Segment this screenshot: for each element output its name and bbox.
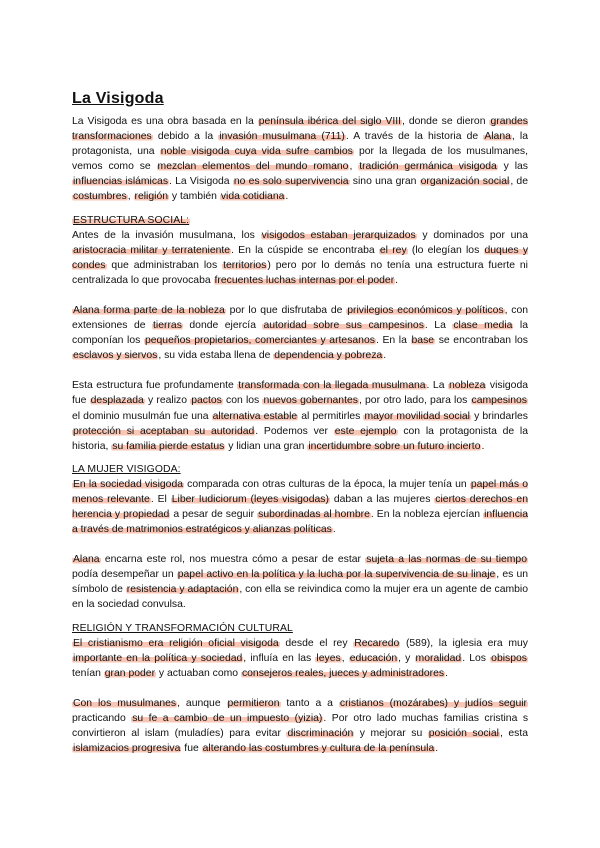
text-run: , es un símbolo de (72, 569, 528, 596)
text-run: y brindarles (470, 410, 528, 422)
highlighted-text: permitieron (227, 697, 280, 709)
text-run: y también (169, 191, 220, 203)
text-run: y las (497, 161, 529, 173)
text-run: . (445, 667, 448, 679)
highlighted-text: influencia a través de matrimonios estratégicos y alianzas políticas (72, 508, 528, 536)
paragraph (72, 477, 528, 537)
text-run: . La (426, 380, 448, 392)
highlighted-text: influencias islámicas (73, 176, 169, 188)
text-run: y lidian una gran (225, 440, 308, 452)
highlighted-text: resistencia y adaptación (126, 584, 239, 596)
paragraph (72, 552, 528, 612)
text-run: Antes de la invasión musulmana, los (72, 229, 261, 241)
text-run: . (285, 191, 289, 203)
highlighted-text: clase media (453, 320, 513, 332)
highlighted-text: pactos (191, 395, 222, 407)
highlighted-text: mezclan elementos del mundo romano (157, 161, 349, 173)
text-run: La Visigoda es una obra basada en la (72, 116, 258, 127)
text-run: fue (181, 743, 202, 755)
highlighted-text: posición social (428, 728, 499, 739)
text-run: , aunque (177, 697, 227, 709)
text-run: practicando (72, 712, 132, 724)
highlighted-text: incertidumbre sobre un futuro incierto (308, 440, 481, 452)
section-heading (72, 464, 528, 475)
highlighted-text: frecuentes luchas internas por el poder (214, 274, 395, 286)
highlighted-text: tierras (153, 320, 182, 332)
text-run: , su vida estaba llena de (158, 350, 274, 362)
section-heading-text: ESTRUCTURA SOCIAL: (73, 214, 190, 226)
text-run: donde ejercía (182, 320, 263, 332)
text-run: tenían (72, 667, 104, 679)
highlighted-text: organización social (420, 176, 510, 188)
section-heading (72, 623, 528, 634)
highlighted-text: duques y condes (72, 244, 529, 271)
text-run: con los (222, 395, 263, 407)
text-run: tanto a a (280, 697, 339, 709)
highlighted-text: moralidad (415, 652, 462, 664)
highlighted-text: religión (134, 191, 169, 203)
highlighted-text: noble visigoda cuya vida sufre cambios (160, 146, 353, 158)
text-run: y realizo (144, 395, 191, 407)
text-run: y actuaban como (156, 667, 241, 679)
text-run: . En la nobleza ejercían (370, 508, 484, 520)
text-run: se encontraban los (435, 335, 528, 347)
highlighted-text: invasión musulmana (711) (219, 131, 345, 143)
highlighted-text: pequeños propietarios, comerciantes y artesanos (144, 335, 375, 347)
highlighted-text: gran poder (104, 667, 156, 679)
highlighted-text: En la sociedad visigoda (73, 478, 184, 490)
text-run: . Los (462, 652, 491, 664)
highlighted-text: no es solo supervivencia (233, 176, 349, 188)
highlighted-text: este ejemplo (334, 425, 397, 437)
highlighted-text: visigodos estaban jerarquizados (261, 229, 416, 241)
highlighted-text: educación (349, 652, 398, 664)
text-run: por lo que disfrutaba de (225, 304, 347, 316)
highlighted-text: transformada con la llegada musulmana (238, 380, 426, 392)
highlighted-text: autoridad sobre sus campesinos (263, 320, 424, 332)
text-run: . (383, 350, 387, 362)
text-run: . (435, 743, 439, 755)
highlighted-text: papel más o menos relevante (72, 478, 528, 505)
highlighted-text: base (411, 335, 435, 347)
text-run: con la protagonista de la historia, (72, 425, 528, 452)
text-run: y mejorar su (354, 728, 428, 739)
highlighted-text: Alana (484, 131, 511, 143)
paragraph (72, 636, 528, 681)
text-run: a pesar de seguir (170, 508, 258, 520)
highlighted-text: el rey (379, 244, 407, 256)
text-run: sino una gran (349, 176, 420, 188)
highlighted-text: islamizacios progresiva (73, 743, 181, 755)
text-run: . En la (375, 335, 411, 347)
text-run: , por otro lado, para los (358, 395, 471, 407)
text-run: podía desempeñar un (72, 569, 177, 581)
highlighted-text: costumbres (73, 191, 127, 203)
highlighted-text: privilegios económicos y políticos (347, 304, 504, 316)
section-heading-text: LA MUJER VISIGODA: (72, 463, 181, 475)
text-run: encarna este rol, nos muestra cómo a pesar de estar (100, 554, 366, 566)
text-run: por la llegada de los musulmanes, vemos como se (72, 146, 528, 173)
highlighted-text: Liber Iudiciorum (leyes visigodas) (171, 493, 329, 505)
highlighted-text: campesinos (471, 395, 527, 407)
highlighted-text: El cristianismo era religión oficial visigoda (73, 637, 279, 649)
text-run: , con ella se reivindica como la mujer era un agente de cambio en la sociedad convulsa. (72, 584, 529, 611)
document-title: La Visigoda (72, 90, 164, 107)
highlighted-text: cristianos (mozárabes) y judíos seguir (339, 697, 527, 709)
text-run: ) pero por lo demás no tenía una estructura fuerte ni centralizada lo que provocaba (72, 259, 528, 286)
text-run: debido a la (152, 131, 219, 143)
text-run: , donde se dieron (402, 116, 490, 127)
highlighted-text: dependencia y pobreza (274, 350, 383, 362)
paragraph (72, 696, 528, 756)
highlighted-text: península ibérica del siglo VIII (258, 116, 401, 127)
text-run: . La Visigoda (169, 176, 233, 188)
intro-paragraph (72, 114, 528, 205)
highlighted-text: sujeta a las normas de su tiempo (366, 554, 527, 566)
text-run: . (332, 524, 336, 536)
highlighted-text: Alana (73, 554, 100, 566)
highlighted-text: leyes (316, 652, 341, 664)
section-religion (72, 623, 528, 757)
highlighted-text: vida cotidiana (220, 191, 285, 203)
text-run: . El (150, 493, 171, 505)
text-run: al permitirles (298, 410, 364, 422)
text-run: . En la cúspide se encontraba (231, 244, 379, 256)
highlighted-text: consejeros reales, jueces y administradores (241, 667, 445, 679)
text-run: , (349, 161, 359, 173)
paragraph (72, 303, 528, 363)
text-run: . A través de la historia de (345, 131, 484, 143)
section-heading (72, 215, 528, 226)
highlighted-text: discriminación (287, 728, 354, 739)
text-run: . La (424, 320, 453, 332)
text-run: . Podemos ver (255, 425, 334, 437)
text-run: , (341, 652, 349, 664)
text-run: , y (398, 652, 415, 664)
highlighted-text: territorios (223, 259, 267, 271)
highlighted-text: grandes transformaciones (72, 116, 529, 143)
highlighted-text: mayor movilidad social (364, 410, 470, 422)
text-run: . (481, 440, 485, 452)
text-run: , la protagonista, una (72, 131, 528, 158)
highlighted-text: su familia pierde estatus (112, 440, 225, 452)
highlighted-text: tradición germánica visigoda (359, 161, 497, 173)
text-run: daban a las mujeres (329, 493, 435, 505)
highlighted-text: esclavos y siervos (73, 350, 158, 362)
text-run: (589), la iglesia era muy (400, 637, 528, 649)
highlighted-text: aristocracia militar y terrateniente (73, 244, 231, 256)
text-run: , influía en las (243, 652, 316, 664)
text-run: , (127, 191, 134, 203)
highlighted-text: ciertos derechos en herencia y propiedad (72, 493, 528, 520)
highlighted-text: alternativa estable (212, 410, 298, 422)
text-run: comparada con otras culturas de la época, la mujer tenía un (184, 478, 470, 490)
text-run: . Por otro lado muchas familias cristina s convirtieron al islam (muladíes) para evitar (72, 712, 529, 739)
highlighted-text: obispos (491, 652, 527, 664)
text-run: (lo elegían los (407, 244, 484, 256)
text-run: . (395, 274, 399, 286)
highlighted-text: protección si aceptaban su autoridad (73, 425, 255, 437)
highlighted-text: importante en la política y sociedad (73, 652, 243, 664)
paragraph (72, 228, 528, 288)
text-run: , con extensiones de (72, 304, 528, 332)
section-heading-text: RELIGIÓN Y TRANSFORMACIÓN CULTURAL (72, 622, 293, 634)
text-run: desde el rey (279, 637, 354, 649)
highlighted-text: Alana forma parte de la nobleza (73, 304, 225, 316)
highlighted-text: nobleza (448, 380, 486, 392)
highlighted-text: nuevos gobernantes (263, 395, 358, 407)
text-run: que administraban los (106, 259, 223, 271)
highlighted-text: Recaredo (354, 637, 400, 649)
section-estructura-social (72, 215, 528, 454)
text-run: Esta estructura fue profundamente (72, 380, 238, 392)
highlighted-text: alterando las costumbres y cultura de la península (202, 743, 435, 755)
text-run: el dominio musulmán fue una (72, 410, 212, 422)
text-run: , esta (499, 728, 529, 739)
section-mujer-visigoda (72, 464, 528, 613)
text-run: y dominados por una (416, 229, 528, 241)
highlighted-text: Con los musulmanes (73, 697, 177, 709)
paragraph (72, 378, 528, 453)
highlighted-text: su fe a cambio de un impuesto (yizia) (132, 712, 323, 724)
text-run: la componían los (72, 320, 529, 347)
highlighted-text: papel activo en la política y la lucha por la supervivencia de su linaje (177, 569, 496, 581)
highlighted-text: subordinadas al hombre (258, 508, 370, 520)
highlighted-text: desplazada (90, 395, 144, 407)
text-run: visigoda fue (72, 380, 529, 407)
text-run: , de (510, 176, 528, 188)
